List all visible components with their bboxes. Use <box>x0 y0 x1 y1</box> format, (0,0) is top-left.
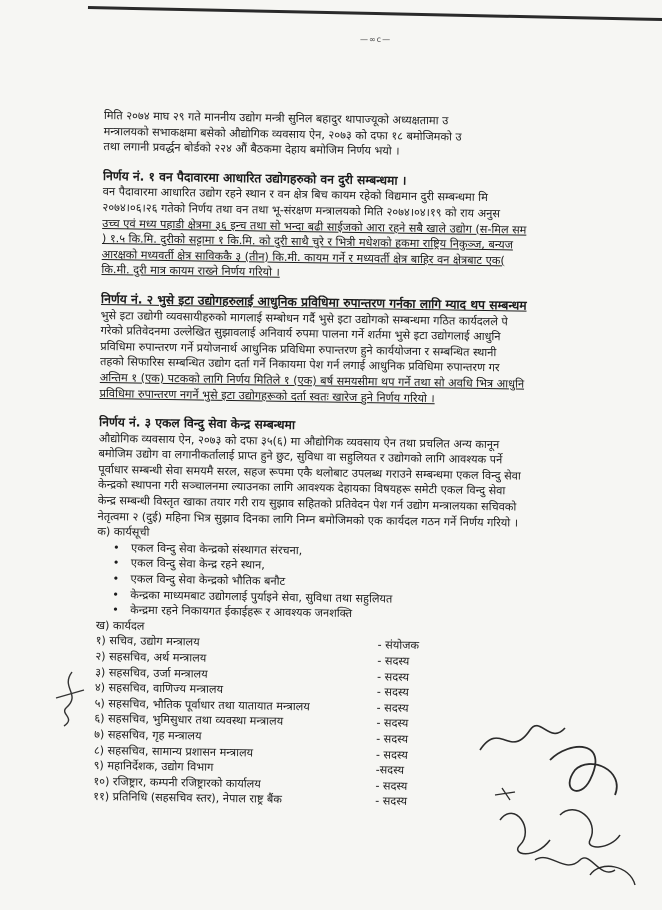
member-name: ८) सहसचिव, सामान्य प्रशासन मन्त्रालय <box>93 743 254 759</box>
member-name: ४) सहसचिव, वाणिज्य मन्त्रालय <box>94 681 224 697</box>
decision-3-line: केन्द्र सम्बन्धी विस्तृत खाका तयार गरी राय सुझाव सहितको प्रतिवेदन पेश गर्न उद्योग मन्त्रालयका सचिवको <box>97 494 517 514</box>
page-edge-shadow <box>88 6 662 21</box>
member-name: ३) सहसचिव, उर्जा मन्त्रालय <box>95 665 208 681</box>
top-stamp-mark: —∞c— <box>360 35 392 44</box>
decision-3-line: नेतृत्वमा २ (दुई) महिना भित्र सुझाव दिनका लागि निम्न बमोजिमको एक कार्यदल गठन गर्ने निर्णय गरियो । <box>97 509 519 530</box>
member-name: ११) प्रतिनिधि (सहसचिव स्तर), नेपाल राष्ट्र बैंक <box>93 790 283 807</box>
member-role: - सदस्य <box>376 732 409 746</box>
decision-1-line: उच्च एवं मध्य पहाडी क्षेत्रमा ३६ इन्च तथा सो भन्दा बढी साईजको आरा रहने सबै खाले उद्योग (स-मिल सम <box>102 216 527 237</box>
decision-1-line: आरक्षको मध्यवर्ती क्षेत्र साविककै ३ (तीन) कि.मी. कायम गर्ने र मध्यवर्ती क्षेत्र बाहिर वन क्षेत्रबाट एक( <box>101 247 505 268</box>
decision-3-line: पूर्वाधार सम्बन्धी सेवा समयमै सरल, सहज रूपमा एकै थलोबाट उपलब्ध गराउने सम्बन्धमा एकल विन्दु सेवा <box>98 462 521 483</box>
decision-1-line: २०७४।०६।२६ गतेको निर्णय तथा वन तथा भू-संरक्षण मन्त्रालयको मिति २०७४।०४।१९ को राय अनुस <box>102 200 501 221</box>
member-role: - सदस्य <box>376 716 409 731</box>
member-name: ७) सहसचिव, गृह मन्त्रालय <box>94 727 202 743</box>
intro-line: मन्त्रालयको सभाकक्षमा बसेको औद्योगिक व्यवसाय ऐन, २०७३ को दफा १८ बमोजिमको उ <box>103 124 462 144</box>
decision-2-line: प्रविधिमा रुपान्तरण नगर्ने भुसे इटा उद्योगहरूको दर्ता स्वतः खारेज हुने निर्णय गरियो । <box>99 386 435 405</box>
member-role: - सदस्य <box>375 779 408 793</box>
decision-2-text <box>99 308 656 410</box>
decision-3-text <box>97 431 654 533</box>
member-role: - सदस्य <box>376 685 409 700</box>
agenda-item: • एकल विन्दु सेवा केन्द्रको संस्थागत संरचना, <box>97 540 653 564</box>
member-name: १०) रजिष्ट्रार, कम्पनी रजिष्ट्रारको कार्यालय <box>93 774 261 791</box>
margin-handwriting-mark <box>52 668 88 728</box>
intro-line: तथा लगानी प्रवर्द्धन बोर्डको २२४ औं बैठकमा देहाय बमोजिम निर्णय भयो । <box>103 140 400 158</box>
agenda-item: • एकल विन्दु सेवा केन्द्रको भौतिक बनौट <box>96 571 652 595</box>
agenda-title: क) कार्यसूची <box>97 525 150 540</box>
taskforce-title: ख) कार्यदल <box>95 618 145 633</box>
decision-1-text <box>101 184 658 286</box>
decision-1-line: कि.मी. दुरी मात्र कायम राख्ने निर्णय गरियो । <box>101 263 280 280</box>
intro-paragraph <box>103 108 660 164</box>
member-name: ६) सहसचिव, भुमिसुधार तथा व्यवस्था मन्त्रालय <box>94 712 284 729</box>
decision-2-line: प्रविधिमा रुपान्तरण गर्ने प्रयोजनार्थ आधुनिक प्रविधिमा रुपान्तरण हुने कार्ययोजना र सम्बन्धित स्थानी <box>100 339 497 359</box>
decision-3-line: केन्द्रको स्थापना गरी सञ्चालनमा ल्याउनका लागि आवश्यक देहायका विषयहरू समेटी एकल विन्दु सेवा <box>97 478 506 498</box>
decision-3-line: बमोजिम उद्योग वा लगानीकर्तालाई प्राप्त हुने छुट, सुविधा वा सहुलियत र उद्योगको लागि आवश्यक पर्ने <box>98 447 503 467</box>
decision-2-heading: निर्णय नं. २ भुसे इटा उद्योगहरुलाई आधुनिक प्रविधिमा रुपान्तरण गर्नका लागि म्याद थप सम्बन्धम <box>100 291 527 313</box>
agenda-item: • केन्द्रका माध्यमबाट उद्योगलाई पुर्याइने सेवा, सुविधा तथा सहुलियत <box>96 587 652 611</box>
member-role: - सदस्य <box>375 747 408 762</box>
decision-2-line: तहको सिफारिस सम्बन्धित उद्योग दर्ता गर्ने निकायमा पेश गर्न लगाई आधुनिक प्रविधिमा रुपान्तरण गर <box>99 355 500 375</box>
agenda-item: • एकल विन्दु सेवा केन्द्र रहने स्थान, <box>97 555 653 579</box>
member-role: - सदस्य <box>376 701 409 715</box>
intro-line: मिति २०७४ माघ २९ गते माननीय उद्योग मन्त्री सुनिल बहादुर थापाज्यूको अध्यक्षतामा उ <box>103 108 449 128</box>
member-name: १) सचिव, उद्योग मन्त्रालय <box>95 634 200 649</box>
decision-3-heading: निर्णय नं. ३ एकल विन्दु सेवा केन्द्र सम्बन्धमा <box>98 415 296 433</box>
member-role: - सदस्य <box>377 669 410 684</box>
handwritten-signatures <box>440 700 650 900</box>
decision-1-line: वन पैदावारमा आधारित उद्योग रहने स्थान र वन क्षेत्र बिच कायम रहेको विद्यमान दुरी सम्बन्धमा मि <box>102 185 488 205</box>
member-role: - सदस्य <box>375 794 408 809</box>
decision-1-line: ) १.५ कि.मि. दुरीको सट्टामा १ कि.मि. को दुरी साथै चुरे र भित्री मधेशको हकमा राष्ट्रिय निकुञ्ज, बन्यज <box>101 232 514 252</box>
member-name: ५) सहसचिव, भौतिक पूर्वाधार तथा यातायात मन्त्रालय <box>94 696 310 714</box>
member-name: ९) महानिर्देशक, उद्योग विभाग <box>93 759 214 774</box>
decision-1-heading: निर्णय नं. १ वन पैदावारमा आधारित उद्योगहरुको वन दुरी सम्बन्धमा । <box>102 168 407 188</box>
decision-2-line: गरेको प्रतिवेदनमा उल्लेखित सुझावलाई अनिवार्य रुपमा पालना गर्ने शर्तमा भुसे इटा उद्योगलाई आधुनि <box>100 324 501 344</box>
member-role: -सदस्य <box>375 763 405 777</box>
decision-2-line: भुसे इटा उद्योगी व्यवसायीहरुको मागलाई सम्बोधन गर्दै भुसे इटा उद्योगको सम्बन्धमा गठित कार्यदलले पे <box>100 308 508 328</box>
agenda-list <box>96 540 653 627</box>
agenda-item: • केन्द्रमा रहने निकायगत ईकाईहरू र आवश्यक जनशक्ति <box>96 602 652 626</box>
member-name: २) सहसचिव, अर्थ मन्त्रालय <box>95 649 207 665</box>
member-role: - संयोजक <box>377 638 420 653</box>
member-role: - सदस्य <box>377 654 410 668</box>
decision-2-line: अन्तिम १ (एक) पटकको लागि निर्णय मितिले १ (एक) बर्ष समयसीमा थप गर्ने तथा सो अवधि भित्र आधुनि <box>99 370 525 391</box>
decision-3-line: औद्योगिक व्यवसाय ऐन, २०७३ को दफा ३५(६) मा औद्योगिक व्यवसाय ऐन तथा प्रचलित अन्य कानून <box>98 431 500 451</box>
